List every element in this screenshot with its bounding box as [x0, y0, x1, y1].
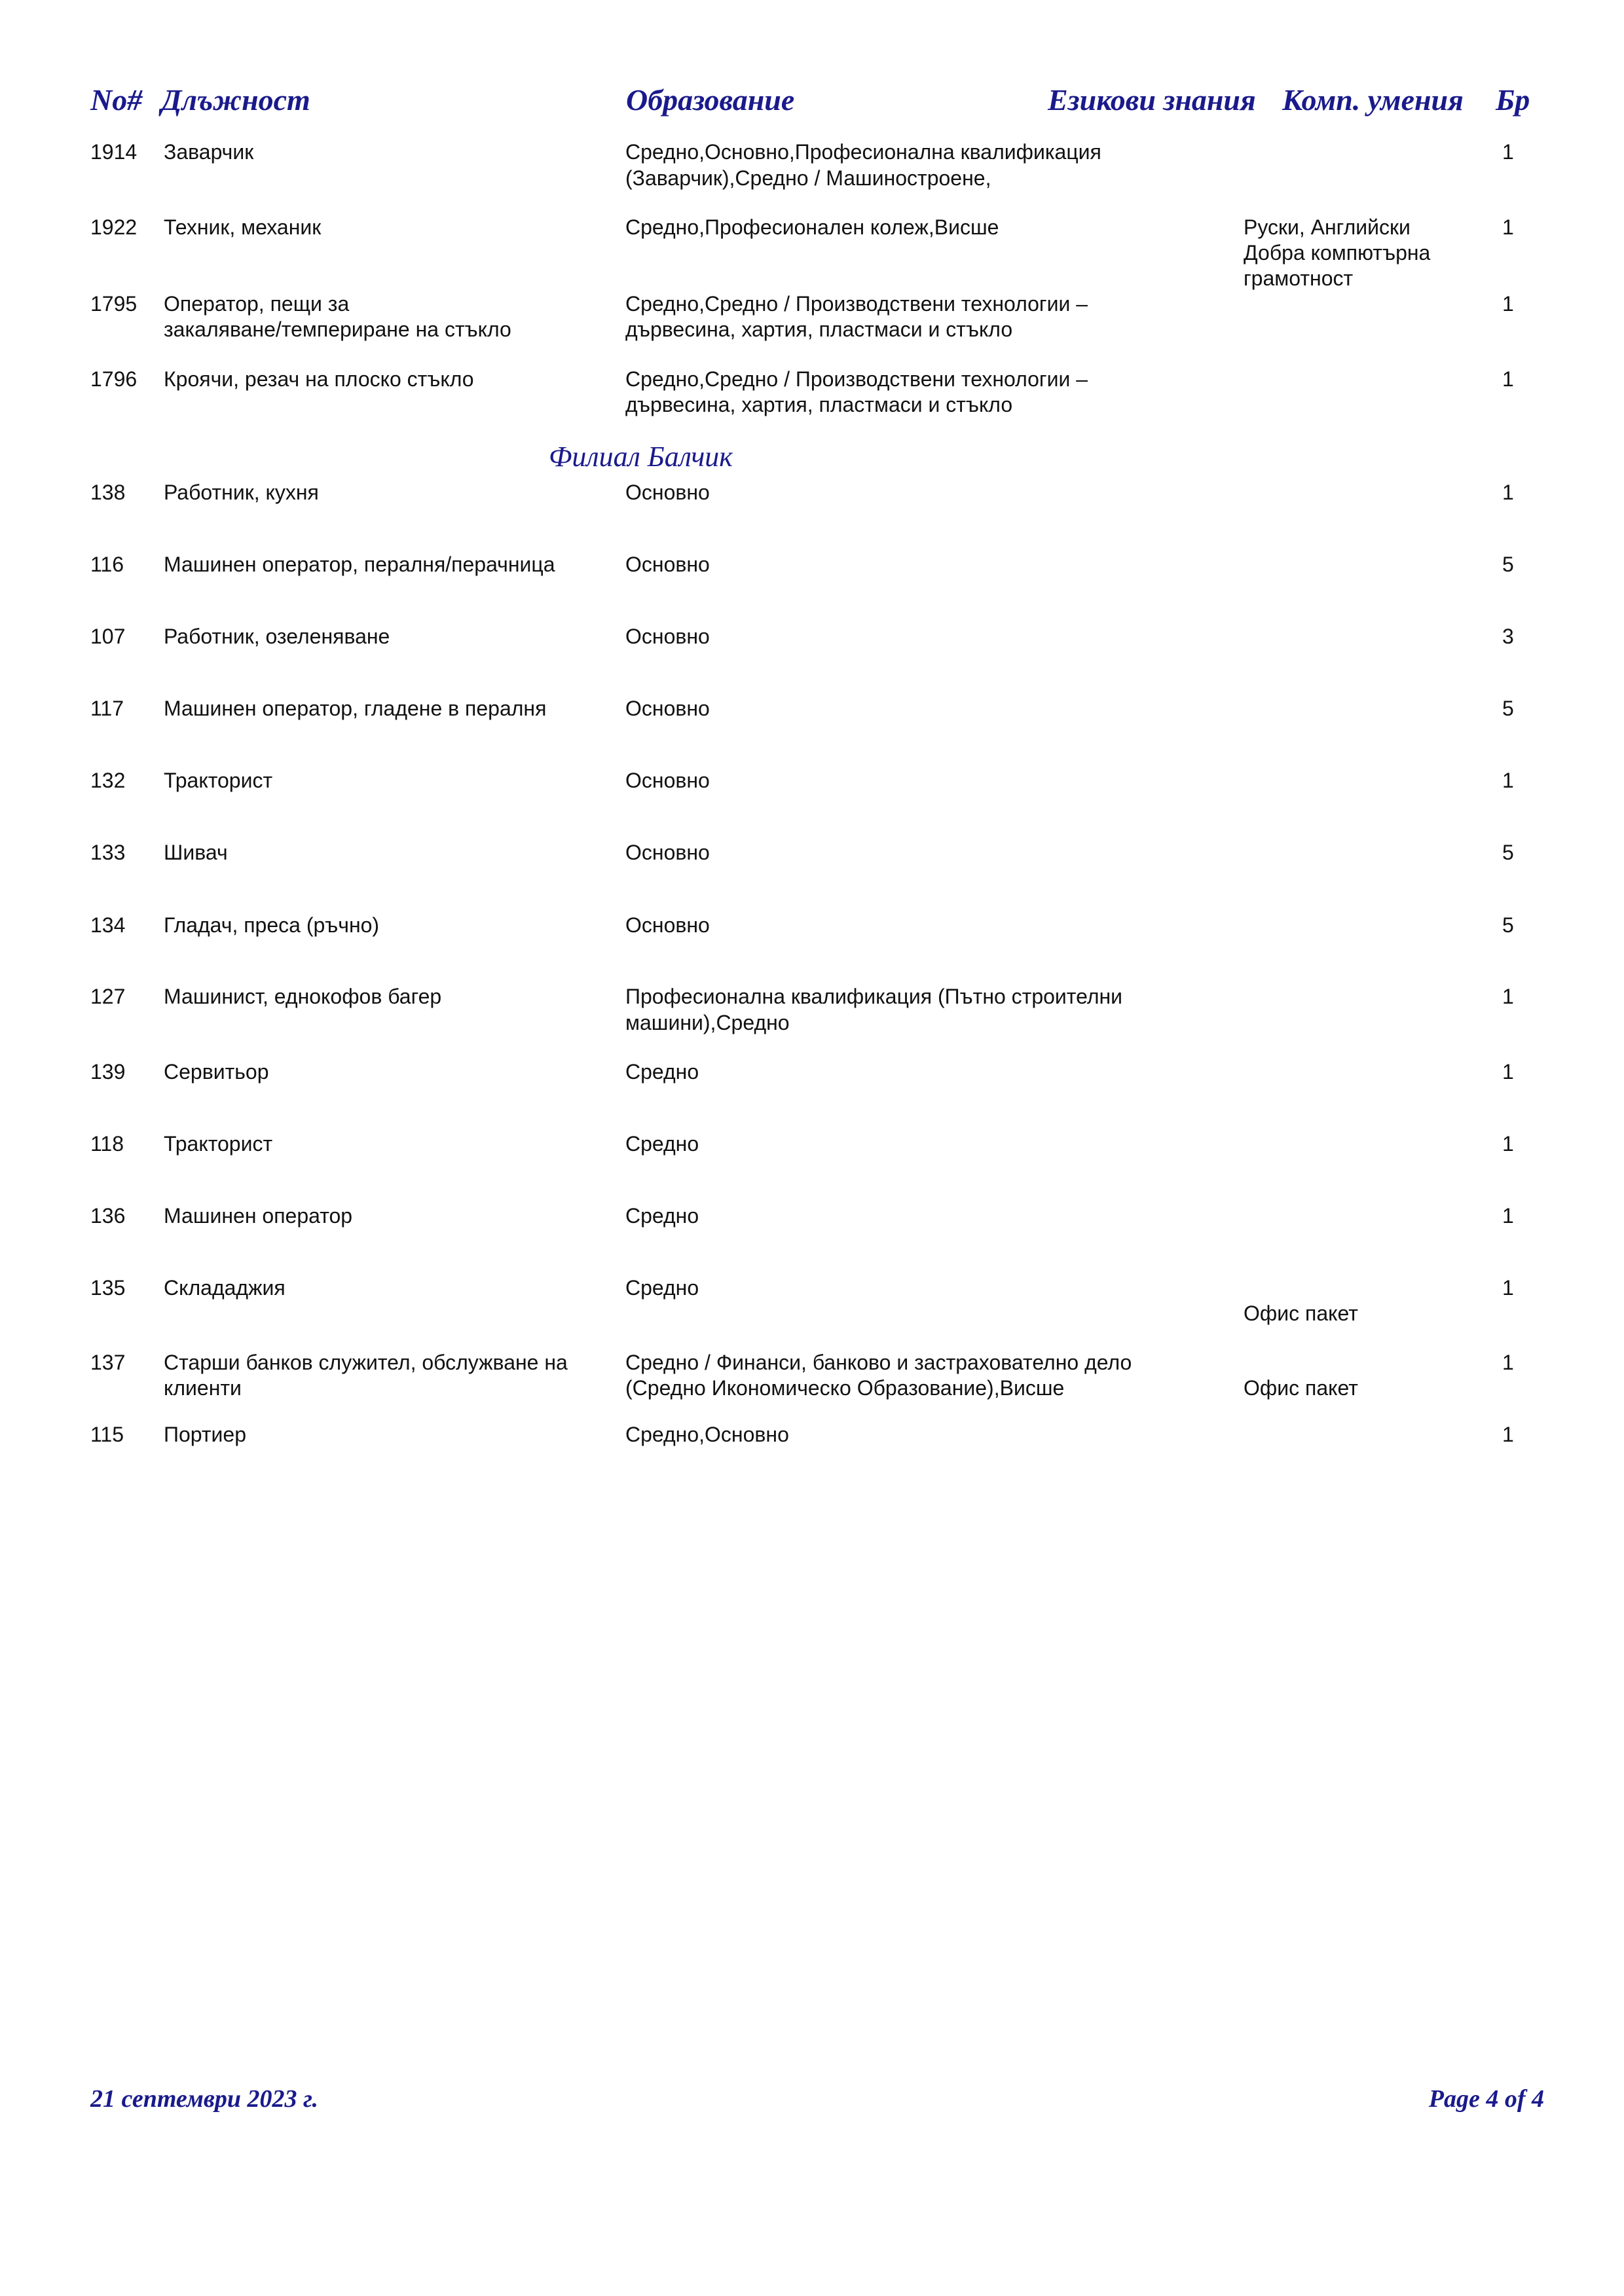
row-count: 5: [1502, 553, 1514, 576]
row-count: 1: [1502, 1132, 1514, 1156]
row-number: 135: [90, 1276, 126, 1300]
row-position: Склададжия: [164, 1276, 286, 1300]
header-position: Длъжност: [161, 83, 310, 117]
row-number: 137: [90, 1351, 126, 1374]
footer-page-number: Page 4 of 4: [1428, 2085, 1544, 2113]
row-position: Заварчик: [164, 140, 254, 164]
row-position: Тракторист: [164, 1132, 273, 1156]
row-number: 1922: [90, 215, 138, 239]
row-education: Професионална квалификация (Пътно строителни: [625, 985, 1123, 1008]
row-count: 5: [1502, 913, 1514, 937]
row-position: Машинен оператор: [164, 1204, 353, 1228]
row-position: Машинен оператор, гладене в пералня: [164, 697, 547, 720]
row-position: Работник, озеленяване: [164, 625, 390, 648]
row-number: 127: [90, 985, 126, 1008]
row-education: Средно,Основно: [625, 1423, 789, 1446]
row-count: 1: [1502, 292, 1514, 316]
row-count: 1: [1502, 985, 1514, 1008]
row-count: 1: [1502, 1276, 1514, 1300]
row-number: 107: [90, 625, 126, 648]
row-education: Основно: [625, 481, 710, 504]
section-title: Филиал Балчик: [549, 441, 733, 473]
row-number: 139: [90, 1060, 126, 1084]
row-number: 1795: [90, 292, 138, 316]
row-count: 1: [1502, 367, 1514, 391]
row-number: 133: [90, 841, 126, 864]
row-education-cont: дървесина, хартия, пластмаси и стъкло: [625, 318, 1013, 341]
row-count: 1: [1502, 481, 1514, 504]
row-computer-skills-cont: грамотност: [1244, 266, 1354, 290]
row-number: 116: [90, 553, 124, 576]
row-education: Средно / Финанси, банково и застрахователно дело: [625, 1351, 1132, 1374]
row-number: 115: [90, 1423, 124, 1446]
row-position-cont: клиенти: [164, 1376, 242, 1400]
row-languages: Руски, Английски: [1244, 215, 1411, 239]
row-position: Техник, механик: [164, 215, 322, 239]
row-number: 132: [90, 769, 126, 792]
row-education: Основно: [625, 769, 710, 792]
header-computer-skills: Комп. умения: [1282, 83, 1464, 117]
row-count: 1: [1502, 769, 1514, 792]
row-number: 136: [90, 1204, 126, 1228]
row-education: Средно,Основно,Професионална квалификация: [625, 140, 1101, 164]
row-count: 1: [1502, 1204, 1514, 1228]
row-education: Средно: [625, 1060, 699, 1084]
row-education-cont: машини),Средно: [625, 1011, 790, 1034]
row-education-cont: дървесина, хартия, пластмаси и стъкло: [625, 393, 1013, 416]
row-computer-skills: Офис пакет: [1244, 1376, 1358, 1400]
row-education: Средно,Средно / Производствени технологии –: [625, 367, 1088, 391]
row-education: Основно: [625, 841, 710, 864]
row-education: Основно: [625, 553, 710, 576]
row-number: 117: [90, 697, 124, 720]
row-number: 134: [90, 913, 126, 937]
row-education: Средно,Средно / Производствени технологии –: [625, 292, 1088, 316]
row-position: Машинен оператор, пералня/перачница: [164, 553, 555, 576]
row-count: 1: [1502, 215, 1514, 239]
row-position: Кроячи, резач на плоско стъкло: [164, 367, 474, 391]
row-number: 118: [90, 1132, 124, 1156]
row-count: 1: [1502, 1060, 1514, 1084]
row-position: Работник, кухня: [164, 481, 319, 504]
row-position: Оператор, пещи за: [164, 292, 350, 316]
row-education-cont: (Средно Икономическо Образование),Висше: [625, 1376, 1065, 1400]
row-position: Шивач: [164, 841, 228, 864]
row-education: Средно: [625, 1204, 699, 1228]
row-position-cont: закаляване/темпериране на стъкло: [164, 318, 511, 341]
row-computer-skills: Офис пакет: [1244, 1302, 1358, 1325]
header-languages: Езикови знания: [1048, 83, 1256, 117]
row-education: Основно: [625, 625, 710, 648]
row-count: 5: [1502, 697, 1514, 720]
row-count: 1: [1502, 1351, 1514, 1374]
row-position: Старши банков служител, обслужване на: [164, 1351, 568, 1374]
row-number: 1914: [90, 140, 138, 164]
row-computer-skills: Добра компютърна: [1244, 241, 1431, 264]
row-education: Основно: [625, 913, 710, 937]
row-count: 3: [1502, 625, 1514, 648]
row-position: Портиер: [164, 1423, 247, 1446]
row-education-cont: (Заварчик),Средно / Машиностроене,: [625, 166, 991, 190]
footer-date: 21 септември 2023 г.: [90, 2085, 319, 2113]
row-education: Основно: [625, 697, 710, 720]
row-number: 1796: [90, 367, 138, 391]
row-education: Средно: [625, 1132, 699, 1156]
row-position: Гладач, преса (ръчно): [164, 913, 380, 937]
header-education: Образование: [626, 83, 795, 117]
row-education: Средно: [625, 1276, 699, 1300]
row-count: 5: [1502, 841, 1514, 864]
row-position: Тракторист: [164, 769, 273, 792]
header-count: Бр: [1496, 83, 1530, 117]
row-position: Сервитьор: [164, 1060, 269, 1084]
row-position: Машинист, еднокофов багер: [164, 985, 442, 1008]
row-education: Средно,Професионален колеж,Висше: [625, 215, 999, 239]
row-count: 1: [1502, 140, 1514, 164]
header-number: No#: [90, 83, 143, 117]
row-number: 138: [90, 481, 126, 504]
row-count: 1: [1502, 1423, 1514, 1446]
